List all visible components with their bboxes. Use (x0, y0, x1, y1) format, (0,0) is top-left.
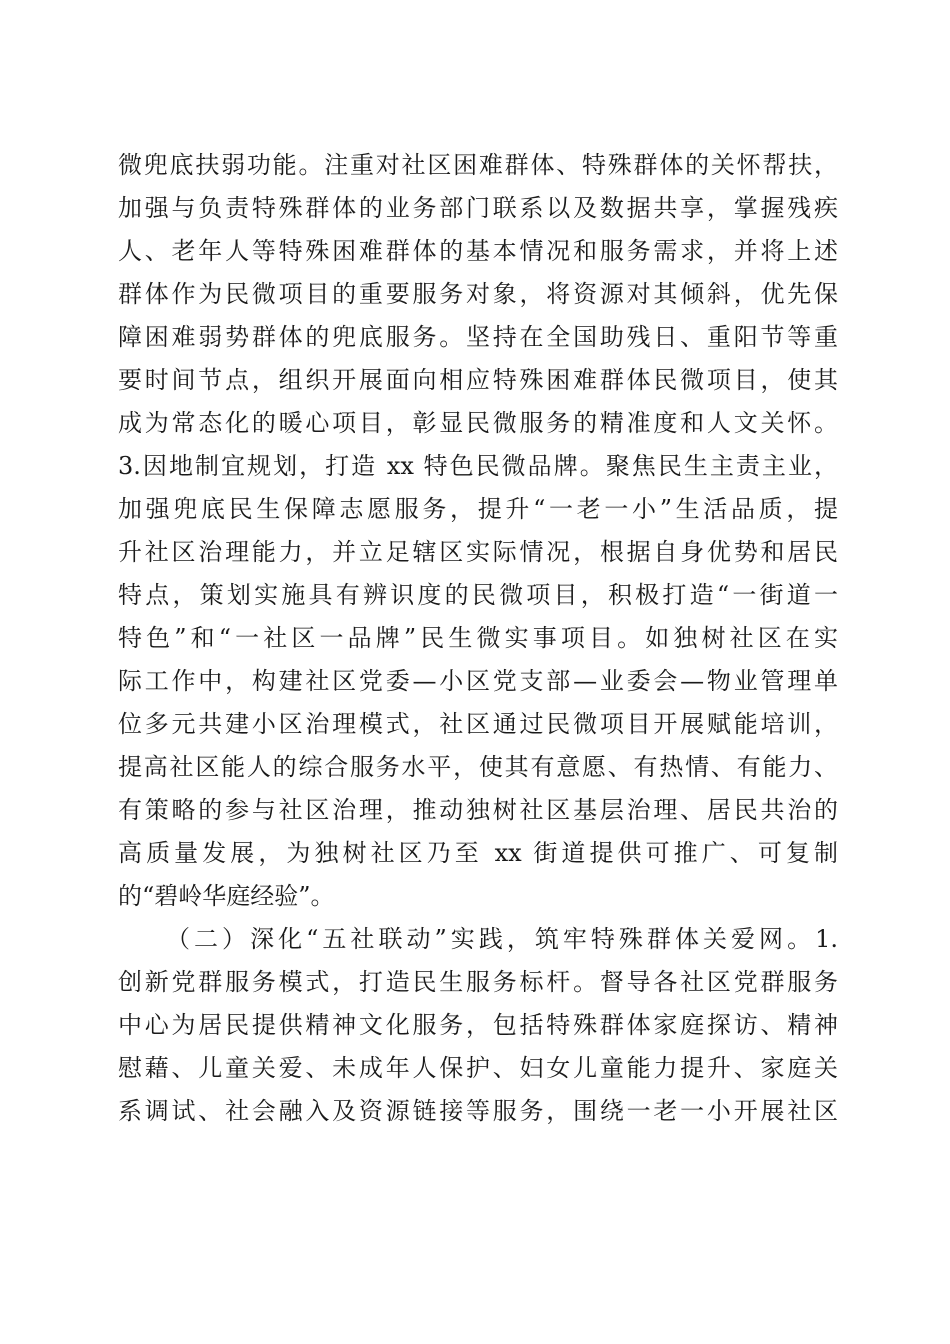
text-line-21: 中心为居民提供精神文化服务，包括特殊群体家庭探访、精神 (118, 1011, 838, 1039)
text-line-1: 微兜底扶弱功能。注重对社区困难群体、特殊群体的关怀帮扶， (118, 151, 838, 179)
text-line-2: 加强与负责特殊群体的业务部门联系以及数据共享，掌握残疾 (118, 194, 838, 222)
text-line-14: 位多元共建小区治理模式，社区通过民微项目开展赋能培训， (118, 710, 838, 738)
text-line-5: 障困难弱势群体的兜底服务。坚持在全国助残日、重阳节等重 (118, 323, 838, 351)
text-line-17: 高质量发展，为独树社区乃至 xx 街道提供可推广、可复制 (118, 839, 838, 867)
text-line-20: 创新党群服务模式，打造民生服务标杆。督导各社区党群服务 (118, 968, 838, 996)
text-line-3: 人、老年人等特殊困难群体的基本情况和服务需求，并将上述 (118, 237, 838, 265)
text-line-15: 提高社区能人的综合服务水平，使其有意愿、有热情、有能力、 (118, 753, 838, 781)
text-line-8: 3.因地制宜规划，打造 xx 特色民微品牌。聚焦民生主责主业， (118, 452, 838, 480)
text-line-22: 慰藉、儿童关爱、未成年人保护、妇女儿童能力提升、家庭关 (118, 1054, 838, 1082)
text-line-10: 升社区治理能力，并立足辖区实际情况，根据自身优势和居民 (118, 538, 838, 566)
document-body (118, 144, 838, 1133)
text-line-16: 有策略的参与社区治理，推动独树社区基层治理、居民共治的 (118, 796, 838, 824)
text-line-6: 要时间节点，组织开展面向相应特殊困难群体民微项目，使其 (118, 366, 838, 394)
text-line-19: （二）深化“五社联动”实践，筑牢特殊群体关爱网。1. (166, 925, 838, 953)
text-line-11: 特点，策划实施具有辨识度的民微项目，积极打造“一街道一 (118, 581, 838, 609)
text-line-9: 加强兜底民生保障志愿服务，提升“一老一小”生活品质，提 (118, 495, 838, 523)
text-line-13: 际工作中，构建社区党委—小区党支部—业委会—物业管理单 (118, 667, 838, 695)
text-line-7: 成为常态化的暖心项目，彰显民微服务的精准度和人文关怀。 (118, 409, 838, 437)
text-line-18: 的“碧岭华庭经验”。 (118, 882, 335, 910)
text-line-12: 特色”和“一社区一品牌”民生微实事项目。如独树社区在实 (118, 624, 838, 652)
text-line-4: 群体作为民微项目的重要服务对象，将资源对其倾斜，优先保 (118, 280, 838, 308)
text-line-23: 系调试、社会融入及资源链接等服务，围绕一老一小开展社区 (118, 1097, 838, 1125)
